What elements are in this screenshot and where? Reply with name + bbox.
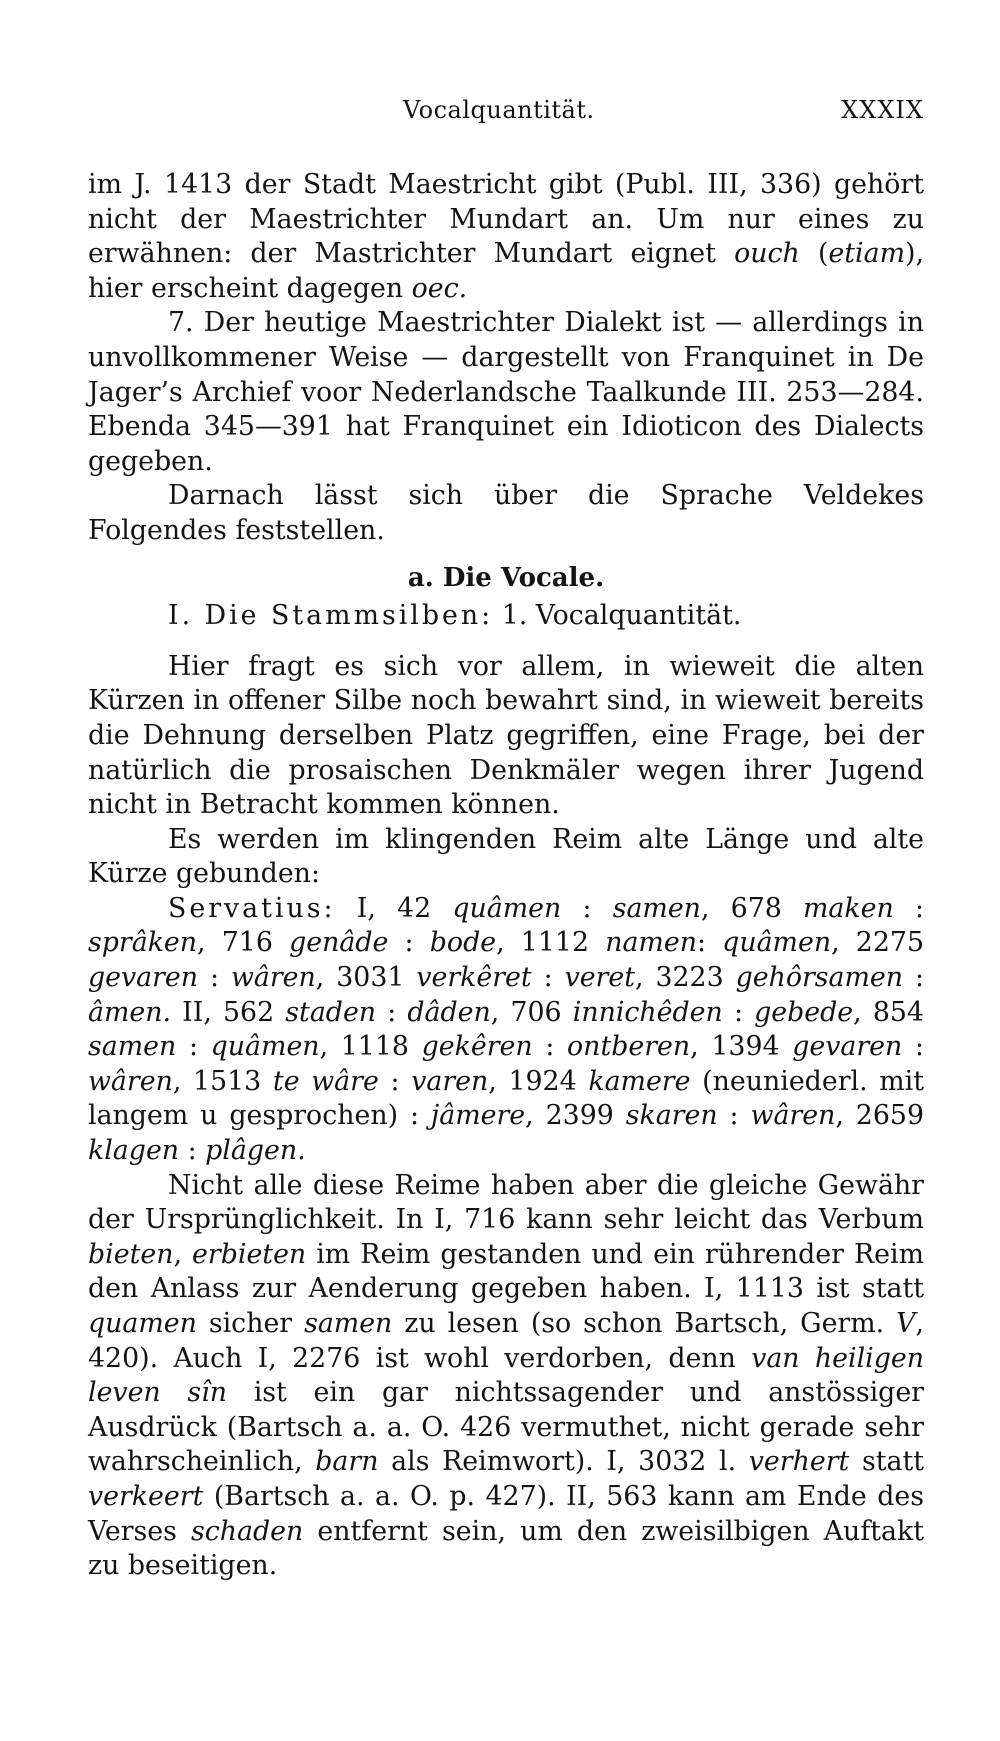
- paragraph: [88, 892, 924, 1169]
- text-run: :: [722, 996, 755, 1028]
- text-run: statt: [849, 1446, 924, 1478]
- italic-term: staden: [285, 996, 377, 1028]
- italic-term: erbieten: [192, 1238, 307, 1270]
- running-header: [88, 96, 924, 136]
- paragraph: [88, 650, 924, 823]
- text-run: :: [532, 1031, 568, 1063]
- italic-term: gekêren: [421, 1031, 533, 1063]
- italic-term: verhert: [748, 1446, 850, 1478]
- italic-term: klagen: [88, 1135, 180, 1167]
- italic-term: wâren: [750, 1100, 836, 1132]
- italic-term: âmen.: [88, 996, 172, 1028]
- italic-term: sprâken: [88, 927, 198, 959]
- text-run: , 2399: [525, 1100, 626, 1132]
- italic-term: quamen: [88, 1308, 197, 1339]
- text-run: , 3031: [315, 962, 417, 994]
- text-run: Es werden im klingenden Reim alte Länge und alte Kürze gebunden:: [88, 823, 924, 890]
- italic-term: dâden: [407, 996, 491, 1028]
- text-run: Nicht alle diese Reime haben aber die gleiche Gewähr der Ursprünglichkeit. In I, 716 kann sehr leicht das Verbum: [88, 1169, 924, 1236]
- text-run: ist ein gar nichtssagender und anstössiger Ausdrück (Bartsch a. a. O. 426 vermuthet, nicht gerade sehr wahrscheinlich,: [88, 1377, 924, 1478]
- italic-term: verkêret: [416, 962, 532, 994]
- italic-term: wâren: [88, 1065, 173, 1097]
- italic-term: varen: [411, 1065, 489, 1097]
- text-run: I, 42: [335, 892, 453, 924]
- page-body: [88, 168, 924, 1584]
- italic-term: wâren: [230, 962, 316, 994]
- text-run: (: [799, 238, 829, 270]
- text-run: Hier fragt es sich vor allem, in wieweit die alten Kürzen in offener Silbe noch bewahrt sind, in wieweit bereits die Dehnung derselben Platz gegriffen, eine Frage, bei der natürlich die prosaischen Denkmäler wegen ihrer Jugend nicht in Betracht kommen können.: [88, 650, 924, 821]
- text-run: Darnach lässt sich über die Sprache Veldekes Folgendes feststellen.: [88, 480, 924, 546]
- text-run: , 706: [490, 996, 573, 1028]
- text-run: , 1118: [319, 1031, 422, 1063]
- italic-term: maken: [803, 892, 894, 924]
- text-run: 7. Der heutige Maestrichter Dialekt ist — allerdings in unvollkommener Weise — dargestellt von Franquinet in De Jager’s Archief voor Nederlandsche Taalkunde III. 253—284. Ebenda 345—391 hat Franquinet ein Idioticon des Dialects gegeben.: [88, 307, 924, 477]
- text-run: , 2659: [835, 1100, 924, 1132]
- italic-term: etiam: [828, 238, 906, 270]
- italic-term: schaden: [191, 1515, 304, 1547]
- text-run: :: [561, 892, 613, 924]
- text-run: sicher: [196, 1308, 305, 1339]
- main-paragraphs: [88, 650, 924, 1584]
- italic-term: gevaren: [792, 1031, 903, 1063]
- page-number: XXXIX: [841, 96, 924, 124]
- subsection-heading-prefix: I. Die Stammsilben:: [168, 600, 494, 632]
- text-run: , 2275: [831, 927, 924, 959]
- italic-term: ontberen: [567, 1031, 691, 1063]
- text-run: , 1112: [496, 927, 606, 959]
- section-heading: a. Die Vocale.: [407, 562, 605, 593]
- italic-term: ouch: [734, 238, 800, 270]
- text-run: , 1513: [172, 1065, 273, 1097]
- italic-term: samen: [304, 1308, 393, 1339]
- text-run: im J. 1413 der Stadt Maestricht gibt (Publ. III, 336) gehört nicht der Maestrichter Mundart an. Um nur eines zu erwähnen: der Mastrichter Mundart eignet: [88, 169, 924, 270]
- italic-term: V: [896, 1308, 916, 1339]
- italic-term: verkeert: [88, 1480, 204, 1512]
- italic-term: samen: [612, 892, 701, 924]
- italic-term: quâmen: [452, 892, 562, 924]
- intro-paragraphs: [88, 168, 924, 549]
- italic-term: oec.: [411, 272, 468, 304]
- italic-term: plâgen.: [205, 1135, 306, 1167]
- subsection-heading-rest: 1. Vocalquantität.: [493, 600, 742, 632]
- paragraph: [88, 1169, 924, 1584]
- text-run: :: [179, 1135, 206, 1167]
- text-run: entfernt sein, um den zweisilbigen Auftakt zu beseitigen.: [88, 1515, 924, 1582]
- text-run: , 3223: [635, 962, 736, 994]
- paragraph: [88, 823, 924, 892]
- text-run: :: [903, 962, 924, 994]
- text-run: II, 562: [171, 996, 286, 1028]
- italic-term: innichêden: [572, 996, 723, 1028]
- text-run: (Bartsch a. a. O. p. 427). II, 563 kann am Ende des Verses: [88, 1480, 924, 1547]
- paragraph: [88, 479, 924, 548]
- italic-term: quâmen: [210, 1031, 320, 1063]
- running-title: Vocalquantität.: [403, 96, 595, 124]
- italic-term: van heiligen leven sîn: [88, 1342, 924, 1409]
- italic-term: gebede: [754, 996, 854, 1028]
- text-run: :: [378, 1065, 412, 1097]
- text-run: :: [376, 996, 408, 1028]
- italic-term: veret: [564, 962, 635, 994]
- text-run: , 854: [853, 996, 924, 1028]
- italic-term: genâde: [289, 927, 389, 959]
- text-run: :: [902, 1031, 924, 1063]
- italic-term: quâmen: [722, 927, 832, 959]
- text-run: ,: [173, 1238, 193, 1270]
- text-run: zu lesen (so schon Bartsch, Germ.: [392, 1308, 897, 1339]
- text-run: , 1394: [690, 1031, 793, 1063]
- text-run: Servatius:: [168, 892, 336, 924]
- text-run: , 420). Auch I, 2276 ist wohl verdorben, denn: [88, 1308, 924, 1374]
- text-run: :: [198, 962, 231, 994]
- italic-term: bode: [429, 927, 497, 959]
- text-run: :: [388, 927, 430, 959]
- text-run: :: [176, 1031, 211, 1063]
- italic-term: te wâre: [272, 1065, 379, 1097]
- italic-term: skaren: [625, 1100, 718, 1132]
- text-run: :: [893, 892, 924, 924]
- subsection-heading: [88, 599, 924, 634]
- text-run: , 678: [700, 892, 804, 924]
- italic-term: bieten: [88, 1238, 174, 1270]
- italic-term: barn: [315, 1446, 379, 1478]
- text-run: , 716: [197, 927, 290, 959]
- italic-term: samen: [88, 1031, 177, 1063]
- text-run: :: [696, 927, 723, 959]
- text-run: , 1924: [488, 1065, 589, 1097]
- italic-term: gevaren: [88, 962, 199, 994]
- italic-term: jâmere: [430, 1100, 526, 1132]
- paragraph: [88, 168, 924, 306]
- text-run: :: [717, 1100, 751, 1132]
- italic-term: kamere: [588, 1065, 691, 1097]
- italic-term: gehôrsamen: [735, 962, 904, 994]
- text-run: im Reim gestanden und ein rührender Reim den Anlass zur Aenderung gegeben haben. I, 1113 ist statt: [88, 1238, 924, 1305]
- text-run: als Reimwort). I, 3032 l.: [378, 1446, 749, 1478]
- text-run: :: [531, 962, 565, 994]
- text-run: ), hier erscheint dagegen: [88, 238, 924, 304]
- italic-term: namen: [605, 927, 697, 959]
- paragraph: [88, 306, 924, 479]
- text-run: (neuniederl. mit langem u gesprochen) :: [88, 1065, 925, 1132]
